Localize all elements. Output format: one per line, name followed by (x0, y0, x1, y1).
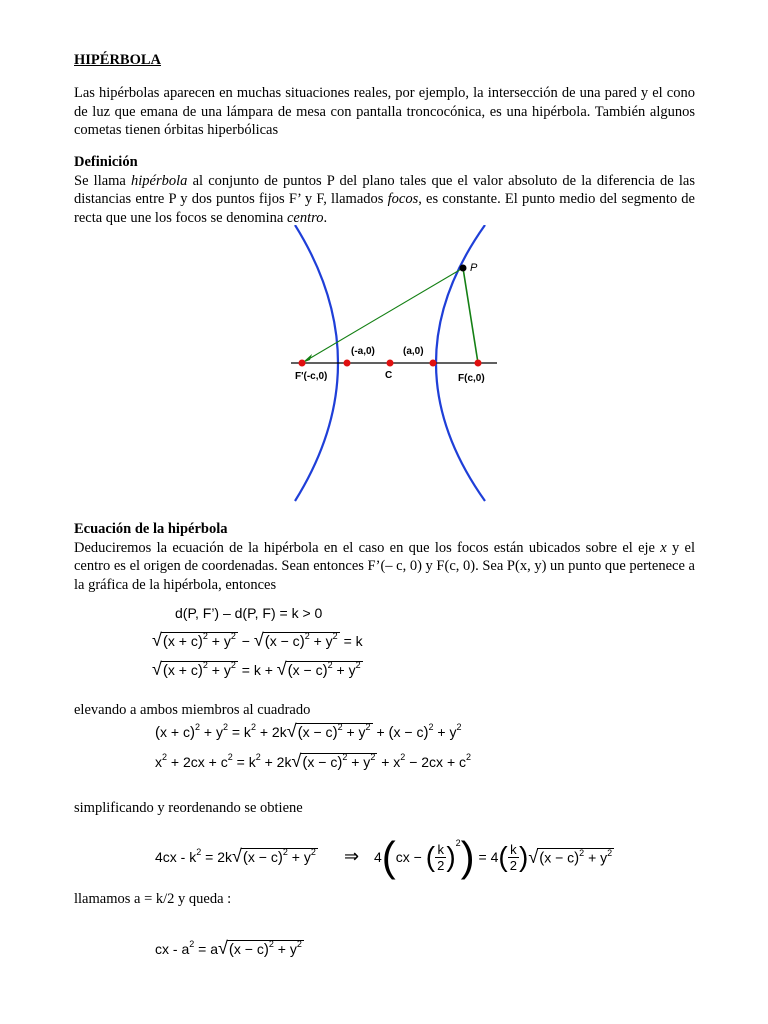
equation-6-right: 4 ( cx − ( $\frac{k}{2}$ ) $^2$ ) = 4 ( $\frac{k}{2}$ ) √ $(x - c)^2 + y^2$ (374, 833, 613, 880)
point-fprime (299, 360, 306, 367)
equation-var-x: x (660, 539, 667, 556)
hyperbola-figure (285, 225, 505, 505)
equation-2: $√(x + c)^2 + y^2 - √(x - c)^2 + y^2 = k$ (152, 630, 363, 650)
page-title: HIPÉRBOLA (74, 52, 162, 68)
definition-section (74, 153, 695, 227)
definition-term-focos: focos (387, 191, 419, 207)
text-call: llamamos a = k/2 y queda : (74, 891, 232, 907)
segment-p-f (463, 268, 478, 363)
equation-3: $√(x + c)^2 + y^2 = k + √(x - c)^2 + y^2$ (152, 659, 361, 679)
equation-section (74, 520, 695, 594)
intro-paragraph: Las hipérbolas aparecen en muchas situaciones reales, por ejemplo, la intersección de una pared y el cono de luz que emana de una lámpara de mesa con pantalla troncocónica, es una hipérbola. También algunos cometas tienen órbitas hiperbólicas (74, 85, 695, 138)
point-p (460, 265, 467, 272)
definition-text-3: , es constante. El punto medio del segmento de recta que une los focos se denomina (74, 191, 695, 226)
definition-heading: Definición (74, 154, 138, 170)
segment-p-fprime (302, 268, 463, 363)
text-square: elevando a ambos miembros al cuadrado (74, 702, 311, 718)
point-f (475, 360, 482, 367)
equation-4: $(x + c)^2 + y^2 = k^2 + 2k√(x - c)^2 + y^2 + (x - c)^2 + y^2$ (155, 721, 462, 741)
label-p: P (470, 262, 478, 274)
point-neg-a (344, 360, 351, 367)
point-pos-a (430, 360, 437, 367)
label-neg-a: (-a,0) (351, 346, 375, 357)
equation-6-left: $4cx - k^2 = 2k√(x - c)^2 + y^2$ (155, 846, 316, 866)
equation-7: cx - $a^2 = a√(x - c)^2 + y^2$ (155, 938, 302, 958)
label-fprime: F'(-c,0) (295, 371, 328, 382)
label-f: F(c,0) (458, 373, 485, 384)
text-simplify: simplificando y reordenando se obtiene (74, 800, 303, 816)
point-center (387, 360, 394, 367)
label-pos-a: (a,0) (403, 346, 424, 357)
equation-text-1: Deduciremos la ecuación de la hipérbola en el caso en que los focos están ubicados sobre el eje (74, 539, 661, 556)
label-center: C (385, 370, 393, 381)
definition-term-centro: centro (287, 209, 324, 226)
equation-text-2: y el centro es el origen de coordenadas. Sean entonces F’(– c, 0) y F(c, 0). Sea P(x, y) un punto que pertenece a la gráfica de la hipérbola, entonces (74, 539, 695, 593)
definition-text-4: . (323, 209, 328, 226)
implies-arrow: ⇒ (344, 846, 360, 866)
definition-text-2: al conjunto de puntos P del plano tales que el valor absoluto de la diferencia de las distancias entre P y dos puntos fijos F’ y F, llamados (74, 172, 695, 207)
definition-term-hiperbola: hipérbola (131, 172, 188, 189)
equation-1: d(P, F’) – d(P, F) = k > 0 (175, 605, 323, 621)
equation-heading: Ecuación de la hipérbola (74, 521, 228, 537)
equation-5: $x^2 + 2cx + c^2 = k^2 + 2k√(x - c)^2 + y^2 + x^2 - 2cx + c^2$ (155, 751, 472, 771)
definition-text-1: Se llama (74, 172, 132, 189)
